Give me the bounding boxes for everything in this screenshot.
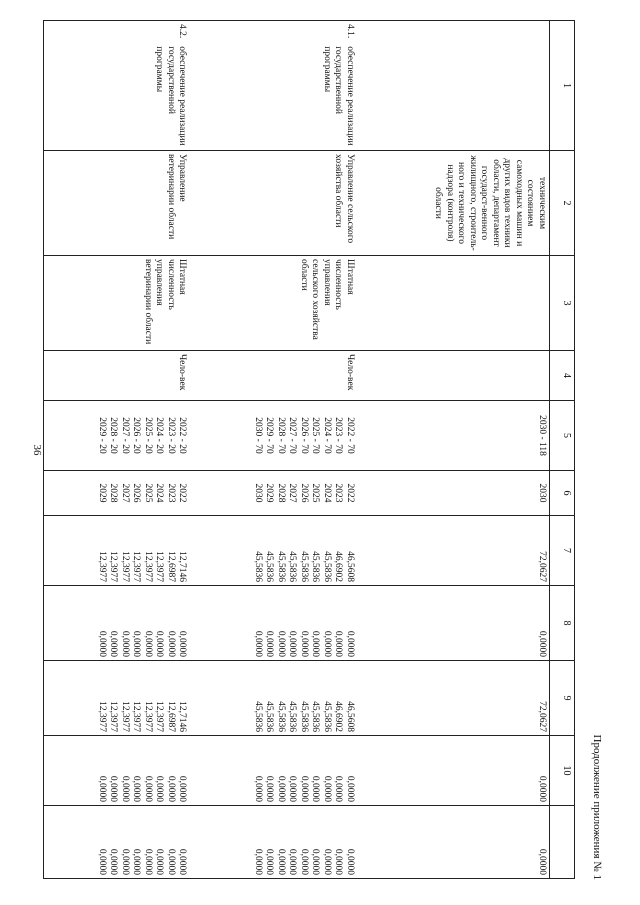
cell: 0,0000 0,0000 0,0000 0,0000 0,0000 0,0000 0,0000 0,0000 0,0000	[199, 736, 356, 806]
col-header-8: 8	[550, 586, 575, 661]
cell: 2022 - 20 2023 - 20 2024 - 20 2025 - 20 2026 - 20 2027 - 20 2028 - 20 2029 - 20	[44, 401, 200, 471]
cell: 2030 - 118	[375, 401, 550, 471]
cell: 72,0627	[375, 661, 550, 736]
cell: 0,0000	[375, 806, 550, 879]
col-header-9: 9	[550, 661, 575, 736]
cell: 72,0627	[375, 516, 550, 586]
document-page	[31, 20, 605, 880]
indicator-cell: Штатная численность управления ветеринарии области	[44, 256, 200, 351]
row-name-cell	[44, 21, 200, 151]
cell: 0,0000	[375, 586, 550, 661]
col-header-10: 10	[550, 736, 575, 806]
cell: 0,0000 0,0000 0,0000 0,0000 0,0000 0,0000 0,0000 0,0000 0,0000	[199, 586, 356, 661]
responsible-cell: Управление сельского хозяйства области	[199, 151, 356, 256]
table-row	[44, 21, 200, 879]
unit-cell: Чело-век	[44, 351, 200, 401]
cell: 46,5608 46,6902 45,5836 45,5836 45,5836 45,5836 45,5836 45,5836 45,5836	[199, 516, 356, 586]
appendix-caption: Продолжение приложения № 1	[591, 734, 603, 880]
row-description: обеспечение реализации государственной программы	[154, 46, 188, 146]
col-header-1: 1	[550, 21, 575, 151]
col-header-4: 4	[550, 351, 575, 401]
col-header-11	[550, 806, 575, 879]
cell: 2022 2023 2024 2025 2026 2027 2028 2029	[44, 471, 200, 516]
cell: 0,0000	[375, 736, 550, 806]
row-number: 4.1.	[344, 24, 355, 39]
row-name-cell	[199, 21, 356, 151]
page-number: 36	[31, 444, 43, 456]
col-header-6: 6	[550, 471, 575, 516]
unit-cell: Чело-век	[199, 351, 356, 401]
cell: 2030	[375, 471, 550, 516]
cell: 0,0000 0,0000 0,0000 0,0000 0,0000 0,0000 0,0000 0,0000 0,0000	[199, 806, 356, 879]
indicator-cell: Штатная численность управления сельского хозяйства области	[199, 256, 356, 351]
col-header-5: 5	[550, 401, 575, 471]
cell: 2022 - 70 2023 - 70 2024 - 70 2025 - 70 2026 - 70 2027 - 70 2028 - 70 2029 - 70 2030 - 70	[199, 401, 356, 471]
cell: 0,0000 0,0000 0,0000 0,0000 0,0000 0,0000 0,0000 0,0000	[44, 806, 200, 879]
cell: 0,0000 0,0000 0,0000 0,0000 0,0000 0,0000 0,0000 0,0000	[44, 736, 200, 806]
col-header-3: 3	[550, 256, 575, 351]
data-table	[43, 20, 575, 879]
col-header-7: 7	[550, 516, 575, 586]
table-header	[550, 21, 575, 879]
responsible-cell: техническим состоянием самоходных машин и других видов техники области, департамент государст-венного жилищного, строитель-ного и технического надзора (контроля) области	[375, 151, 550, 256]
cell: 12,7146 12,6987 12,3977 12,3977 12,3977 12,3977 12,3977 12,3977	[44, 661, 200, 736]
row-number: 4.2.	[177, 24, 188, 39]
row-description: обеспечение реализации государственной программы	[321, 46, 355, 146]
responsible-cell: Управление ветеринарии области	[44, 151, 200, 256]
cell: 0,0000 0,0000 0,0000 0,0000 0,0000 0,0000 0,0000 0,0000	[44, 586, 200, 661]
cell: 2022 2023 2024 2025 2026 2027 2028 2029 2030	[199, 471, 356, 516]
cell: 46,5608 46,6902 45,5836 45,5836 45,5836 45,5836 45,5836 45,5836 45,5836	[199, 661, 356, 736]
cell: 12,7146 12,6987 12,3977 12,3977 12,3977 12,3977 12,3977 12,3977	[44, 516, 200, 586]
table-row	[199, 21, 356, 879]
table-row	[375, 21, 550, 879]
col-header-2: 2	[550, 151, 575, 256]
